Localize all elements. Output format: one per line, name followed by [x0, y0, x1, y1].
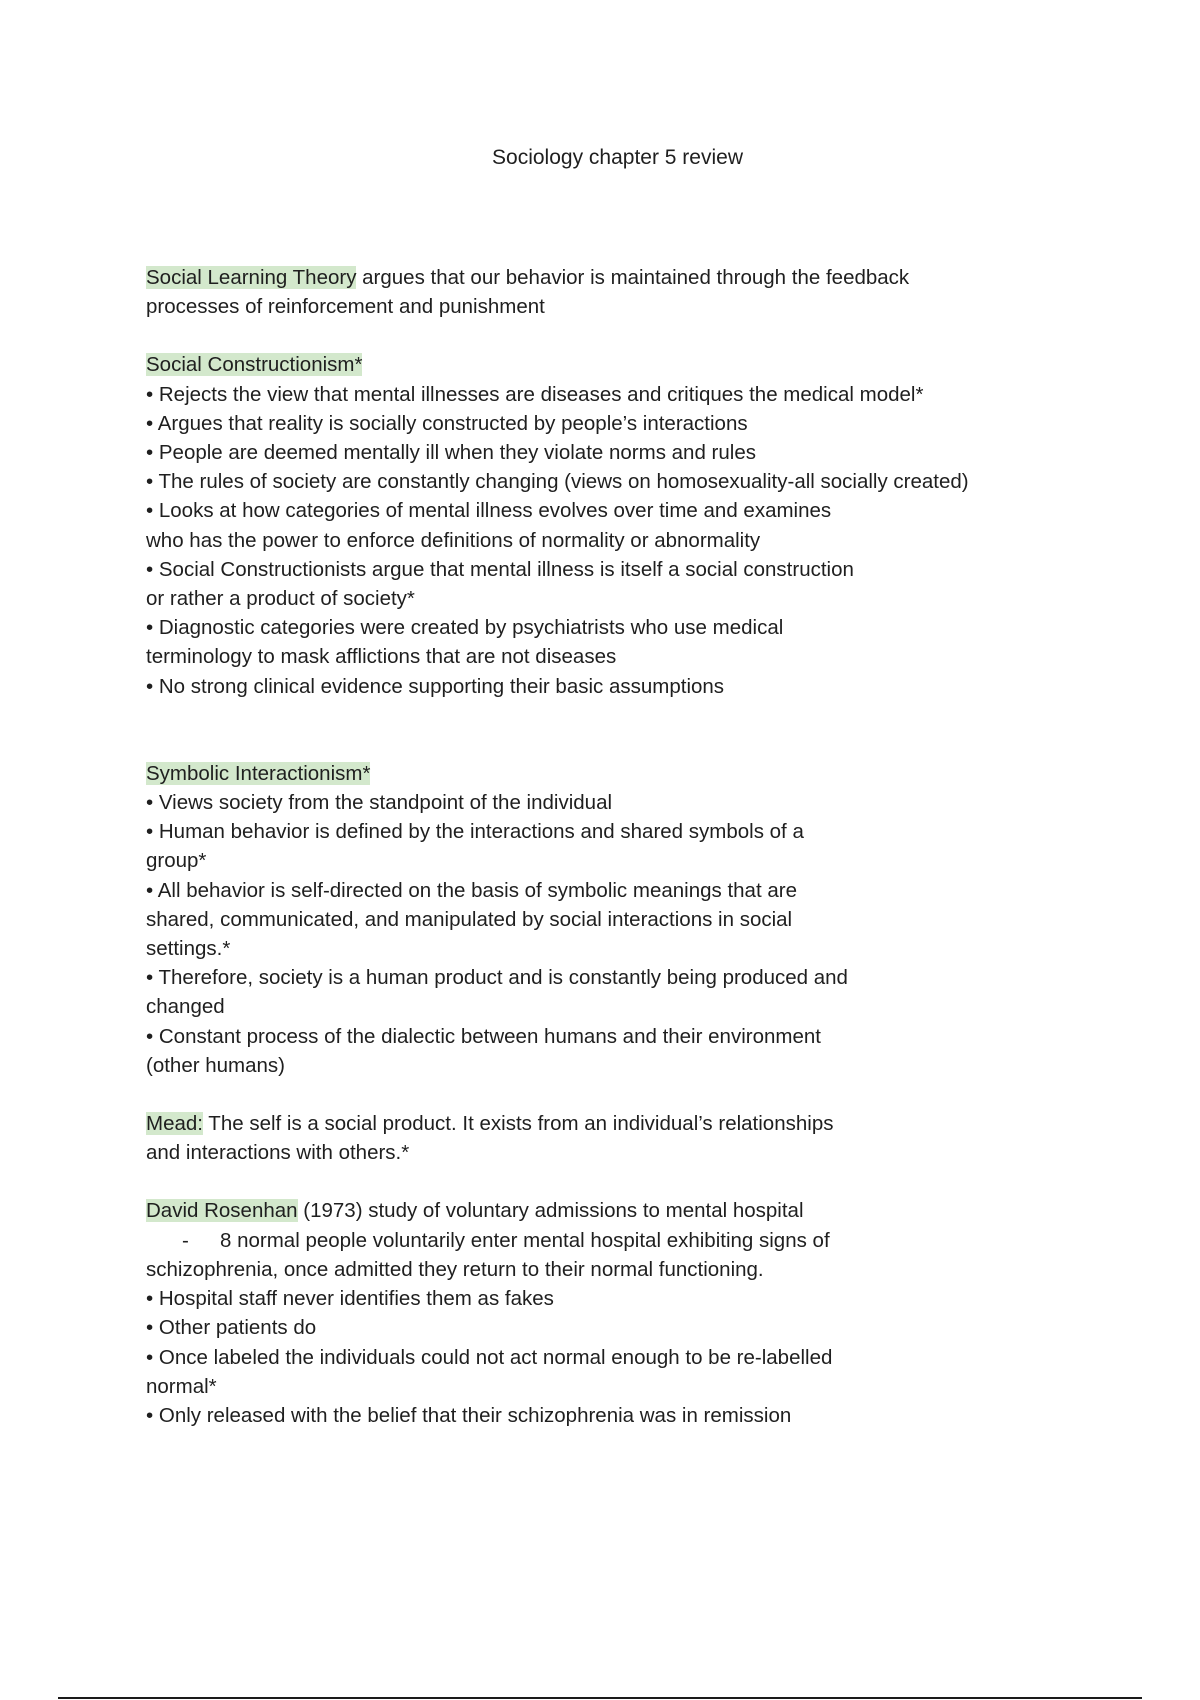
spacer — [146, 1167, 1106, 1196]
section-social-learning-theory — [146, 263, 1106, 321]
rosenhan-dash-text: 8 normal people voluntarily enter mental hospital exhibiting signs of — [220, 1228, 830, 1252]
si-line: (other humans) — [146, 1053, 286, 1077]
term-social-learning-theory: Social Learning Theory — [146, 266, 357, 289]
si-line: • Views society from the standpoint of the individual — [146, 791, 613, 815]
section-social-constructionism — [146, 350, 1106, 700]
si-line: group* — [146, 849, 207, 873]
term-symbolic-interactionism: Symbolic Interactionism* — [146, 761, 371, 785]
si-line: • All behavior is self-directed on the basis of symbolic meanings that are — [146, 878, 797, 902]
mead-definition-start: The self is a social product. It exists from an individual’s relationships — [202, 1112, 834, 1136]
spacer — [146, 321, 1106, 350]
si-line: shared, communicated, and manipulated by social interactions in social — [146, 907, 793, 931]
si-line: changed — [146, 995, 225, 1019]
sc-heading — [146, 350, 1106, 379]
rosenhan-line-1 — [146, 1196, 1106, 1225]
sc-line: who has the power to enforce definitions of normality or abnormality — [146, 528, 761, 552]
dash-marker: - — [182, 1228, 189, 1252]
sc-line: • Argues that reality is socially constructed by people’s interactions — [146, 411, 748, 435]
rosenhan-intro: (1973) study of voluntary admissions to mental hospital — [297, 1199, 804, 1223]
term-social-constructionism: Social Constructionism* — [146, 353, 363, 377]
slt-line-2: processes of reinforcement and punishment — [146, 295, 545, 319]
rosenhan-line: • Other patients do — [146, 1316, 317, 1340]
sc-line: • Rejects the view that mental illnesses are diseases and critiques the medical model* — [146, 382, 924, 406]
sc-line: • Social Constructionists argue that mental illness is itself a social construction — [146, 557, 854, 581]
si-heading — [146, 759, 1106, 788]
rosenhan-line: • Once labeled the individuals could not act normal enough to be re-labelled — [146, 1345, 833, 1369]
sc-line: • No strong clinical evidence supporting their basic assumptions — [146, 674, 725, 698]
sc-line: terminology to mask afflictions that are not diseases — [146, 645, 617, 669]
bottom-divider — [58, 1697, 1142, 1699]
sc-line: • Diagnostic categories were created by psychiatrists who use medical — [146, 616, 784, 640]
spacer — [146, 701, 1106, 759]
si-line: • Therefore, society is a human product and is constantly being produced and — [146, 966, 848, 990]
term-mead: Mead: — [146, 1112, 203, 1136]
sc-line: • The rules of society are constantly changing (views on homosexuality-all socially created) — [146, 470, 969, 494]
rosenhan-line: normal* — [146, 1374, 217, 1398]
section-symbolic-interactionism — [146, 759, 1106, 1080]
section-mead — [146, 1109, 1106, 1167]
sc-line: • Looks at how categories of mental illness evolves over time and examines — [146, 499, 832, 523]
mead-line-2: and interactions with others.* — [146, 1141, 410, 1165]
mead-line-1 — [146, 1109, 1106, 1138]
document-title: Sociology chapter 5 review — [492, 146, 743, 169]
si-line: settings.* — [146, 937, 231, 961]
document-body — [146, 263, 1106, 1430]
rosenhan-line: schizophrenia, once admitted they return to their normal functioning. — [146, 1257, 764, 1281]
sc-line: or rather a product of society* — [146, 587, 415, 611]
section-david-rosenhan — [146, 1196, 1106, 1430]
rosenhan-dash-item — [146, 1226, 1106, 1255]
rosenhan-line: • Hospital staff never identifies them as fakes — [146, 1287, 554, 1311]
term-david-rosenhan: David Rosenhan — [146, 1199, 298, 1223]
slt-definition-start: argues that our behavior is maintained through the feedback — [356, 266, 910, 289]
sc-line: • People are deemed mentally ill when they violate norms and rules — [146, 441, 756, 465]
si-line: • Human behavior is defined by the interactions and shared symbols of a — [146, 820, 804, 844]
spacer — [146, 1080, 1106, 1109]
slt-line-1 — [146, 263, 1106, 292]
rosenhan-line: • Only released with the belief that their schizophrenia was in remission — [146, 1403, 792, 1427]
si-line: • Constant process of the dialectic between humans and their environment — [146, 1024, 821, 1048]
